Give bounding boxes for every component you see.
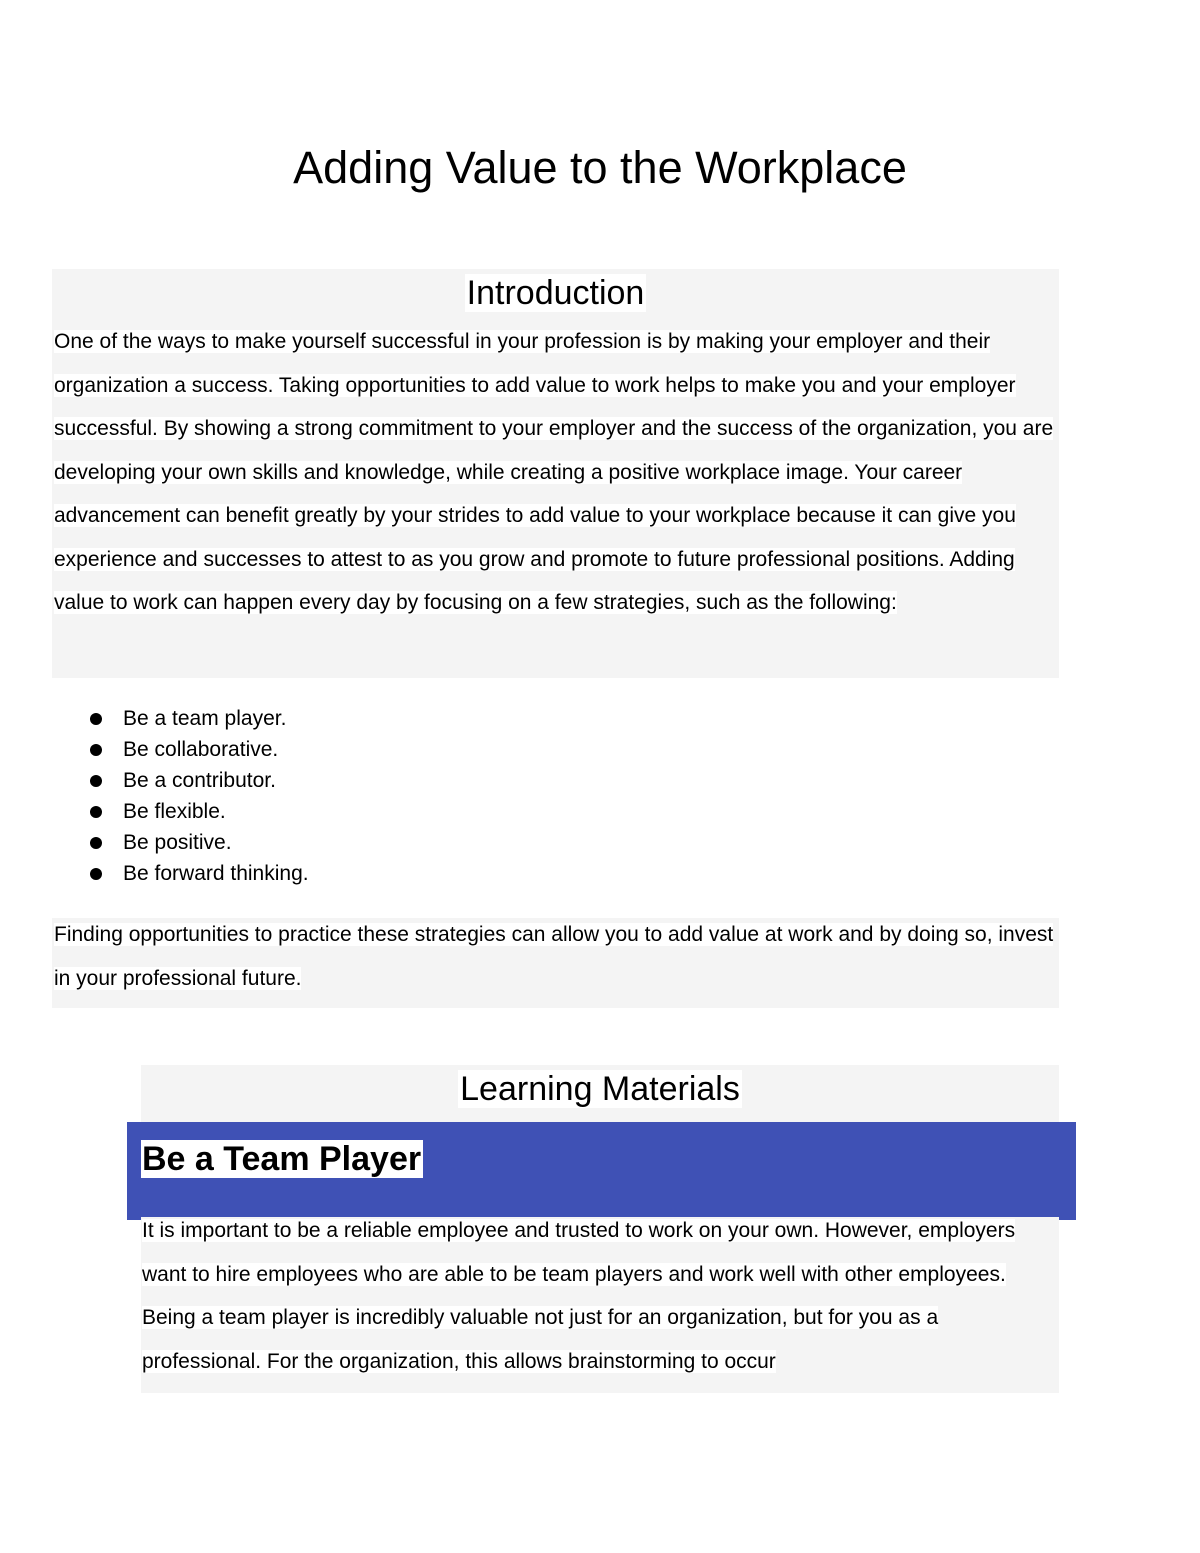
bullet-icon bbox=[90, 837, 102, 849]
closing-paragraph bbox=[54, 913, 1057, 1000]
bullet-icon bbox=[90, 806, 102, 818]
bullet-icon bbox=[90, 868, 102, 880]
introduction-section bbox=[52, 269, 1059, 678]
strategy-list bbox=[88, 703, 309, 889]
document-title: Adding Value to the Workplace bbox=[293, 142, 907, 193]
list-item bbox=[88, 703, 309, 734]
introduction-paragraph-text: One of the ways to make yourself successful in your profession is by making your employer and their organization a success. Taking opportunities to add value to work helps to make you and your employer successful. By showing a strong commitment to your employer and the success of the organization, you are developing your own skills and knowledge, while creating a positive workplace image. Your career advancement can benefit greatly by your strides to add value to your workplace because it can give you experience and successes to attest to as you grow and promote to future professional positions. Adding value to work can happen every day by focusing on a few strategies, such as the following: bbox=[54, 330, 1054, 614]
learning-materials-section bbox=[141, 1065, 1059, 1123]
bullet-icon bbox=[90, 775, 102, 787]
team-player-title-text: Be a Team Player bbox=[142, 1140, 422, 1178]
closing-section bbox=[52, 918, 1059, 1008]
team-player-paragraph-text: It is important to be a reliable employee and trusted to work on your own. However, employers want to hire employees who are able to be team players and work well with other employees. Being a team player is incredibly valuable not just for an organization, but for you as a professional. For the organization, this allows brainstorming to occur bbox=[142, 1219, 1016, 1373]
list-item bbox=[88, 858, 309, 889]
learning-materials-heading bbox=[141, 1067, 1059, 1111]
list-item-text: Be flexible. bbox=[123, 800, 226, 823]
team-player-section bbox=[141, 1217, 1059, 1393]
team-player-title bbox=[141, 1138, 423, 1180]
list-item bbox=[88, 734, 309, 765]
learning-materials-heading-text: Learning Materials bbox=[460, 1070, 740, 1108]
list-item-text: Be positive. bbox=[123, 831, 232, 854]
bullet-icon bbox=[90, 713, 102, 725]
list-item-text: Be forward thinking. bbox=[123, 862, 309, 885]
list-item bbox=[88, 827, 309, 858]
introduction-paragraph bbox=[54, 320, 1057, 625]
team-player-paragraph bbox=[142, 1209, 1058, 1383]
list-item-text: Be collaborative. bbox=[123, 738, 279, 761]
list-item bbox=[88, 796, 309, 827]
introduction-heading-text: Introduction bbox=[466, 274, 645, 312]
list-item bbox=[88, 765, 309, 796]
closing-paragraph-text: Finding opportunities to practice these strategies can allow you to add value at work and by doing so, invest in your professional future. bbox=[54, 923, 1054, 990]
team-player-banner bbox=[127, 1122, 1076, 1220]
list-item-text: Be a contributor. bbox=[123, 769, 276, 792]
bullet-icon bbox=[90, 744, 102, 756]
introduction-heading bbox=[52, 271, 1059, 315]
list-item-text: Be a team player. bbox=[123, 707, 287, 730]
